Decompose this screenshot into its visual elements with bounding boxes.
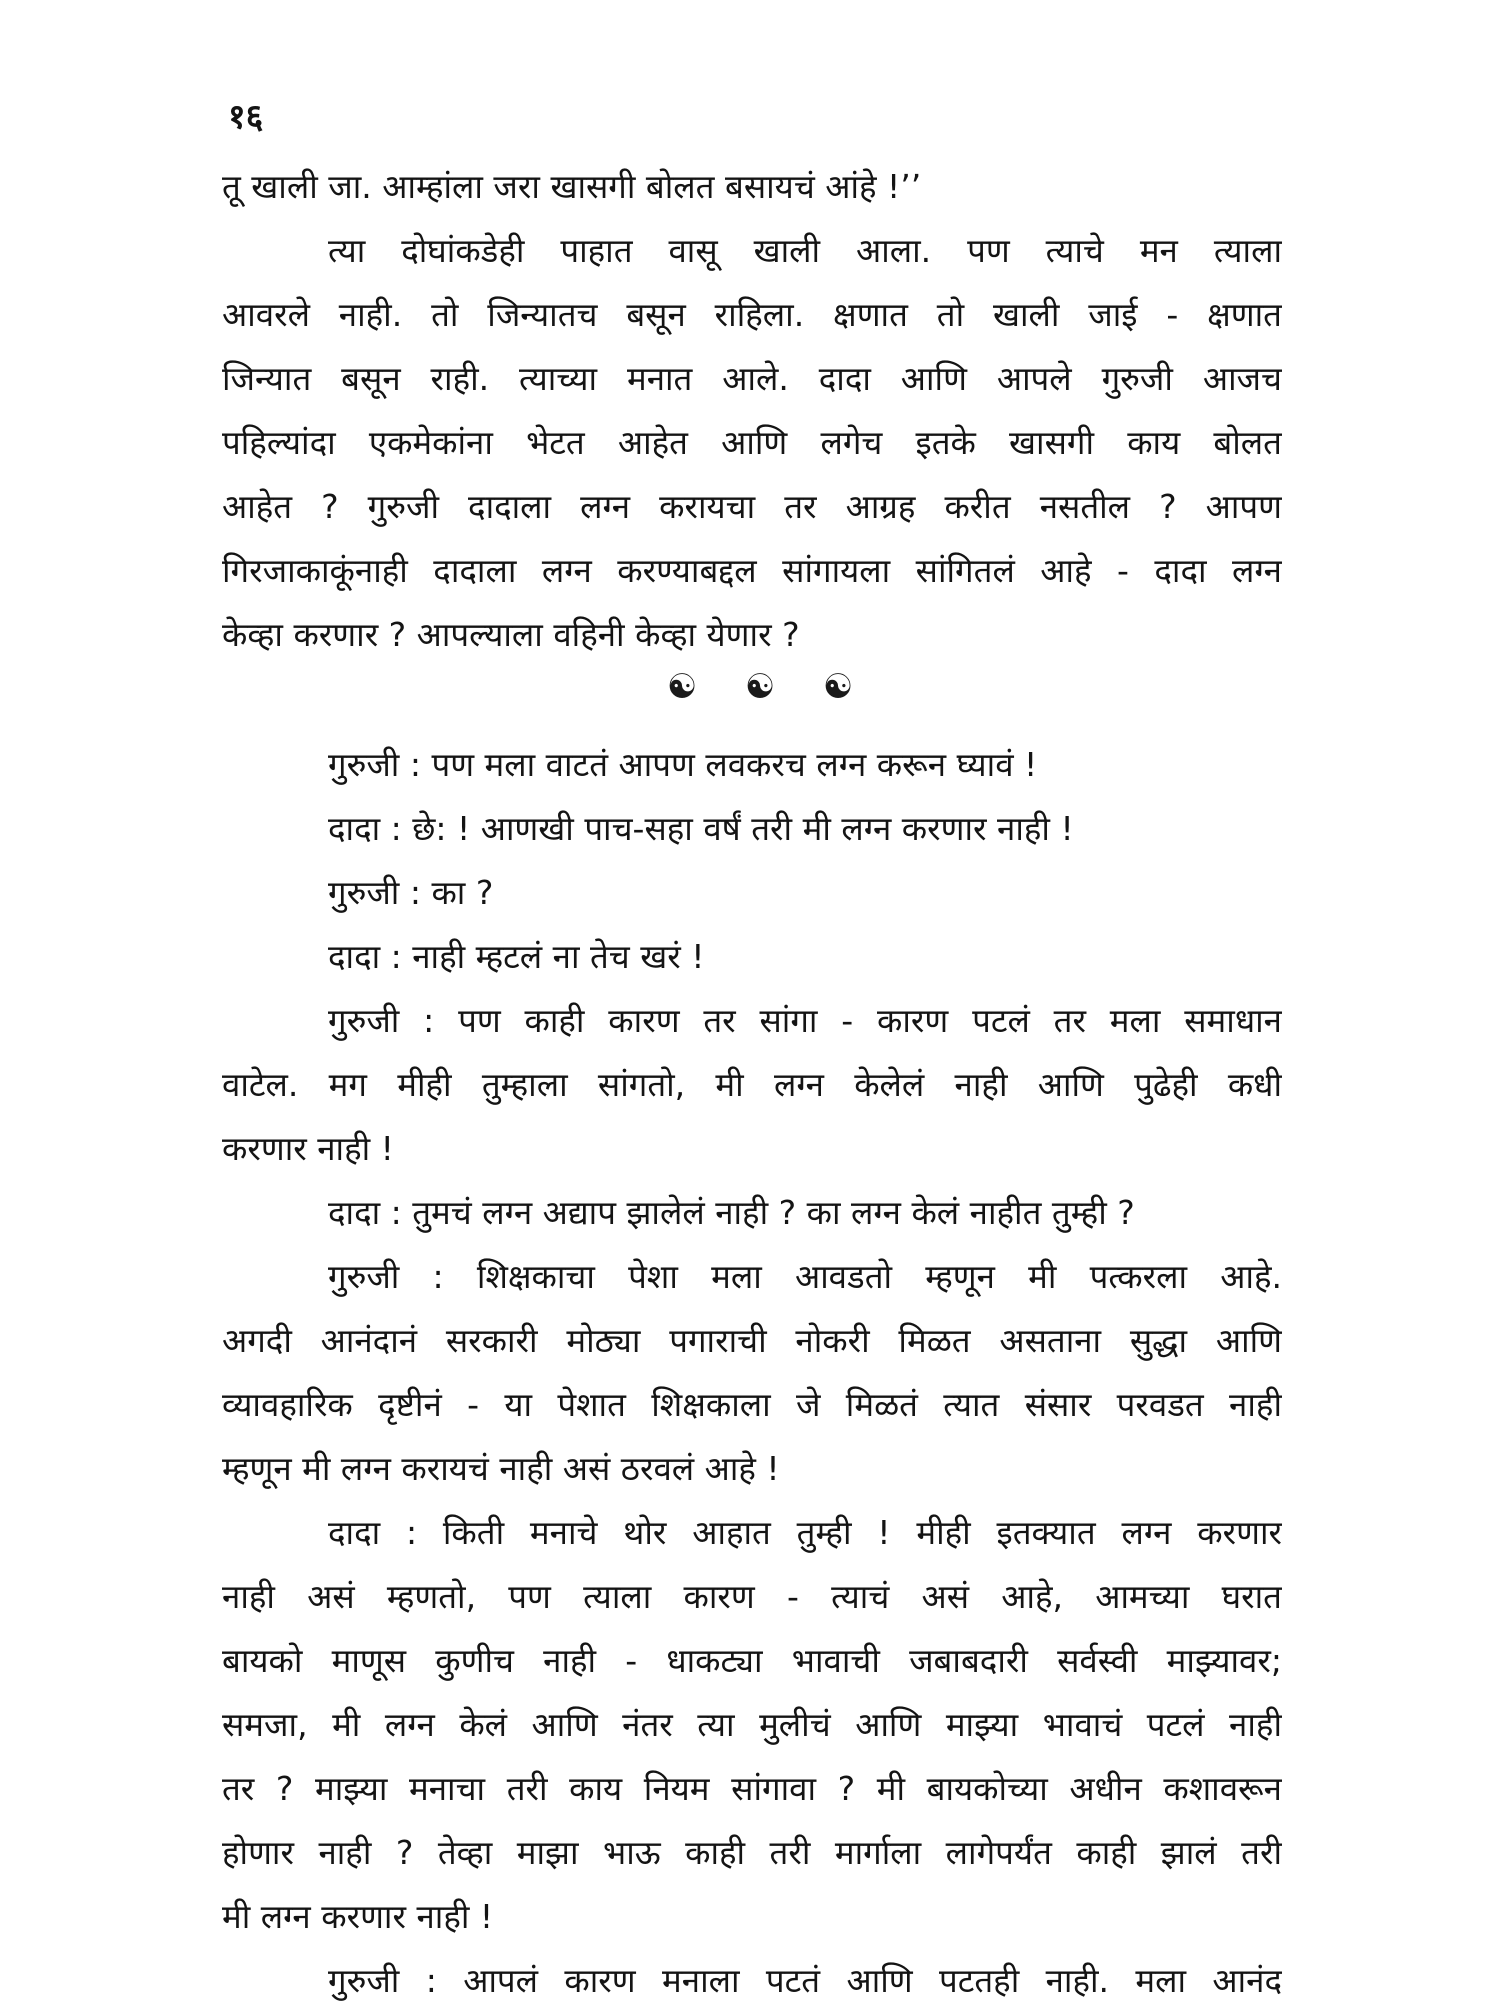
yin-yang-icon: ☯: [822, 667, 854, 707]
text-line: होणार नाही ? तेव्हा माझा भाऊ काही तरी मार्गाला लागेपर्यंत काही झालं तरी: [222, 1833, 1282, 1872]
text-line: गुरुजी : पण मला वाटतं आपण लवकरच लग्न करून घ्यावं !: [328, 745, 1038, 784]
page-number: १६: [228, 97, 264, 137]
text-line: म्हणून मी लग्न करायचं नाही असं ठरवलं आहे !: [222, 1449, 780, 1488]
dialogue-paragraph: [222, 925, 1282, 989]
text-after-break: [222, 733, 1282, 2013]
dialogue-paragraph: [222, 861, 1282, 925]
text-line: दादा : छे: ! आणखी पाच-सहा वर्षं तरी मी लग्न करणार नाही !: [328, 809, 1074, 848]
dialogue-paragraph: [222, 1181, 1282, 1245]
section-separator: [660, 665, 860, 709]
text-line: गिरजाकाकूंनाही दादाला लग्न करण्याबद्दल सांगायला सांगितलं आहे - दादा लग्न: [222, 551, 1282, 590]
text-line: नाही असं म्हणतो, पण त्याला कारण - त्याचं असं आहे, आमच्या घरात: [222, 1577, 1282, 1616]
paragraph: [222, 155, 1282, 219]
dialogue-paragraph: [222, 989, 1282, 1181]
text-line: दादा : किती मनाचे थोर आहात तुम्ही ! मीही इतक्यात लग्न करणार: [328, 1513, 1282, 1552]
text-line: करणार नाही !: [222, 1129, 394, 1168]
text-line: अगदी आनंदानं सरकारी मोठ्या पगाराची नोकरी मिळत असताना सुद्धा आणि: [222, 1321, 1282, 1360]
paragraph: [222, 219, 1282, 667]
text-line: पहिल्यांदा एकमेकांना भेटत आहेत आणि लगेच इतके खासगी काय बोलत: [222, 423, 1282, 462]
text-line: तर ? माझ्या मनाचा तरी काय नियम सांगावा ? मी बायकोच्या अधीन कशावरून: [222, 1769, 1282, 1808]
yin-yang-icon: ☯: [666, 667, 698, 707]
text-before-break: [222, 155, 1282, 667]
text-line: जिन्यात बसून राही. त्याच्या मनात आले. दादा आणि आपले गुरुजी आजच: [222, 359, 1282, 398]
text-line: गुरुजी : शिक्षकाचा पेशा मला आवडतो म्हणून मी पत्करला आहे.: [328, 1257, 1282, 1296]
text-line: बायको माणूस कुणीच नाही - धाकट्या भावाची जबाबदारी सर्वस्वी माझ्यावर;: [222, 1641, 1282, 1680]
text-line: दादा : तुमचं लग्न अद्याप झालेलं नाही ? का लग्न केलं नाहीत तुम्ही ?: [328, 1193, 1135, 1232]
text-line: गुरुजी : पण काही कारण तर सांगा - कारण पटलं तर मला समाधान: [328, 1001, 1282, 1040]
text-line: गुरुजी : आपलं कारण मनाला पटतं आणि पटतही नाही. मला आनंद: [328, 1961, 1282, 2000]
text-line: आहेत ? गुरुजी दादाला लग्न करायचा तर आग्रह करीत नसतील ? आपण: [222, 487, 1282, 526]
text-line: तू खाली जा. आम्हांला जरा खासगी बोलत बसायचं आंहे !’’: [222, 167, 922, 206]
dialogue-paragraph: [222, 1501, 1282, 1949]
text-line: केव्हा करणार ? आपल्याला वहिनी केव्हा येणार ?: [222, 615, 800, 654]
text-line: मी लग्न करणार नाही !: [222, 1897, 494, 1936]
dialogue-paragraph: [222, 1245, 1282, 1501]
text-line: समजा, मी लग्न केलं आणि नंतर त्या मुलीचं आणि माझ्या भावाचं पटलं नाही: [222, 1705, 1282, 1744]
dialogue-paragraph: [222, 733, 1282, 797]
yin-yang-icon: ☯: [744, 667, 776, 707]
text-line: दादा : नाही म्हटलं ना तेच खरं !: [328, 937, 705, 976]
dialogue-paragraph: [222, 1949, 1282, 2013]
dialogue-paragraph: [222, 797, 1282, 861]
text-line: व्यावहारिक दृष्टीनं - या पेशात शिक्षकाला जे मिळतं त्यात संसार परवडत नाही: [222, 1385, 1282, 1424]
text-line: आवरले नाही. तो जिन्यातच बसून राहिला. क्षणात तो खाली जाई - क्षणात: [222, 295, 1282, 334]
text-line: वाटेल. मग मीही तुम्हाला सांगतो, मी लग्न केलेलं नाही आणि पुढेही कधी: [222, 1065, 1282, 1104]
text-line: त्या दोघांकडेही पाहात वासू खाली आला. पण त्याचे मन त्याला: [328, 231, 1282, 270]
text-line: गुरुजी : का ?: [328, 873, 494, 912]
